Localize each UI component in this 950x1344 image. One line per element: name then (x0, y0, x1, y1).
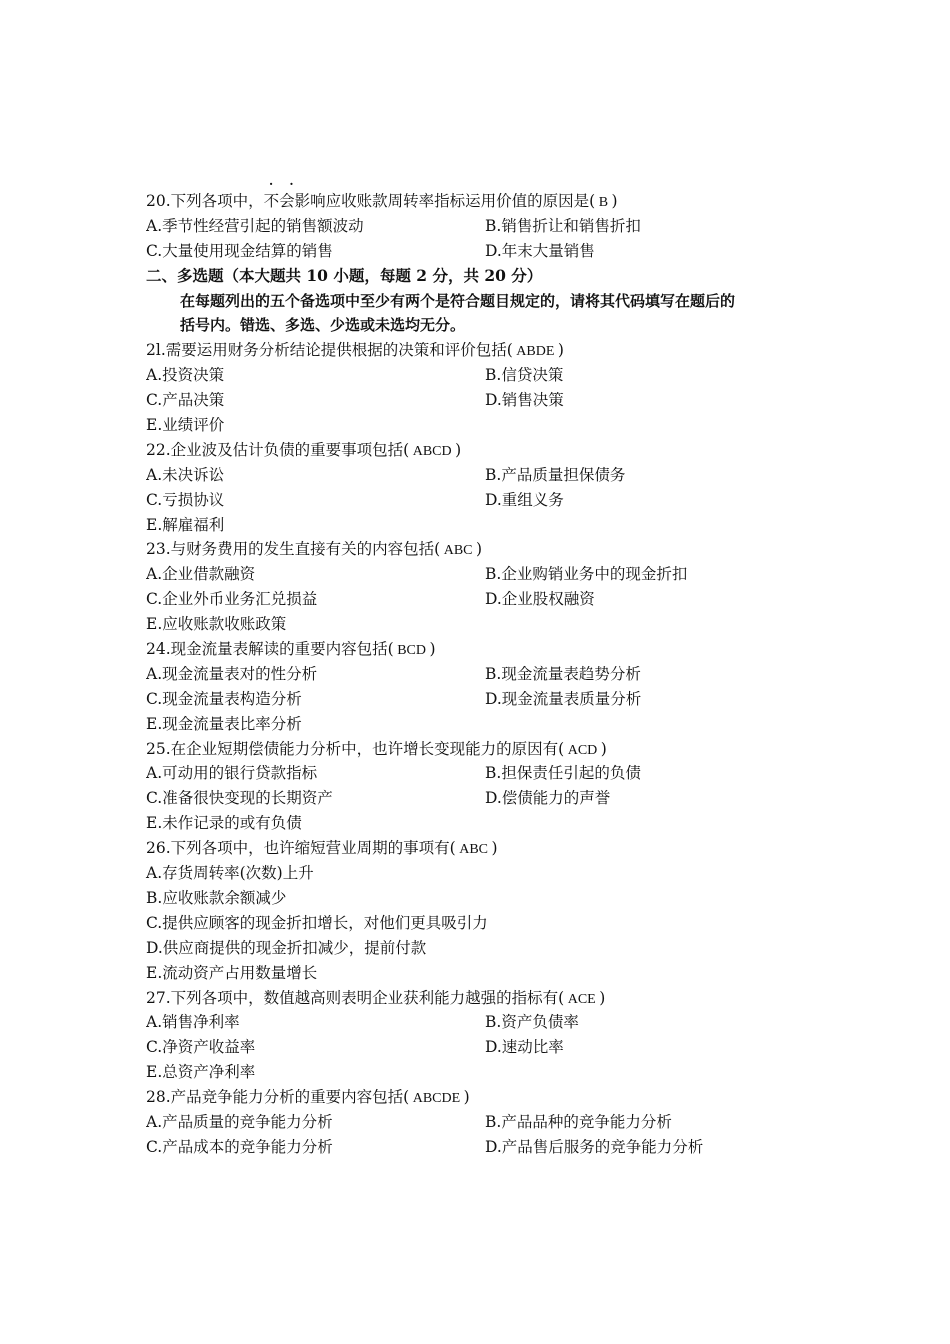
option-a: A.现金流量表对的性分析 (146, 664, 318, 683)
question-25-options-ab (146, 761, 826, 786)
answer-26: ABC (455, 842, 492, 858)
option-b: B.产品质量担保债务 (485, 465, 626, 484)
option-b: B.销售折让和销售折扣 (485, 216, 641, 235)
section-2-instruction-1: 在每题列出的五个备选项中至少有两个是符合题目规定的，请将其代码填写在题后的 (180, 291, 736, 310)
answer-25: ACD (564, 742, 601, 758)
option-a: A.可动用的银行贷款指标 (146, 764, 318, 783)
question-24-options-cd (146, 687, 826, 712)
option-c: C.产品成本的竞争能力分析 (146, 1137, 333, 1156)
option-a: A.产品质量的竞争能力分析 (146, 1112, 333, 1131)
option-e: E.未作记录的或有负债 (146, 814, 302, 833)
answer-23: ABC (440, 543, 476, 559)
question-27-options-ab (146, 1010, 826, 1035)
question-28-stem: 28.产品竞争能力分析的重要内容包括( ABCDE ) (146, 1088, 470, 1107)
option-a: A.存货周转率(次数)上升 (146, 864, 314, 883)
question-22-options-ab (146, 463, 826, 488)
answer-21: ABDE (512, 344, 558, 360)
option-d: D.企业股权融资 (485, 590, 595, 609)
option-b: B.应收账款余额减少 (146, 888, 287, 907)
option-b: B.信贷决策 (485, 366, 564, 385)
option-b: B.资产负债率 (485, 1013, 579, 1032)
option-e: E.业绩评价 (146, 416, 225, 435)
option-d: D.偿债能力的声誉 (485, 789, 611, 808)
question-24-stem: 24.现金流量表解读的重要内容包括( BCD ) (146, 640, 436, 659)
question-28-options-ab (146, 1110, 826, 1135)
question-24-options-ab (146, 662, 826, 687)
question-25-stem: 25.在企业短期偿债能力分析中，也许增长变现能力的原因有( ACD ) (146, 739, 607, 758)
option-d: D.速动比率 (485, 1038, 564, 1057)
question-22-stem: 22.企业波及估计负债的重要事项包括( ABCD ) (146, 440, 462, 459)
option-d: D.产品售后服务的竞争能力分析 (485, 1137, 704, 1156)
exam-page (146, 174, 826, 1160)
question-20-stem: 20.下列各项中，不会影响应收账款周转率指标运用价值的原因是( B ) (146, 192, 618, 210)
option-a: A.销售净利率 (146, 1013, 240, 1032)
option-c: C.提供应顾客的现金折扣增长，对他们更具吸引力 (146, 913, 488, 932)
answer-27: ACE (564, 991, 600, 1007)
option-c: C.产品决策 (146, 391, 225, 410)
question-21-stem: 2l.需要运用财务分析结论提供根据的决策和评价包括( ABDE ) (146, 341, 564, 360)
question-23-options-cd (146, 587, 826, 612)
option-c: C.现金流量表构造分析 (146, 689, 302, 708)
option-b: B.担保责任引起的负债 (485, 764, 641, 783)
option-b: B.产品品种的竞争能力分析 (485, 1112, 672, 1131)
option-a: A.季节性经营引起的销售额波动 (146, 216, 364, 235)
question-23-options-ab (146, 562, 826, 587)
question-26-stem: 26.下列各项中，也许缩短营业周期的事项有( ABC ) (146, 839, 498, 858)
option-d: D.年末大量销售 (485, 241, 595, 260)
option-d: D.现金流量表质量分析 (485, 689, 642, 708)
option-e: E.现金流量表比率分析 (146, 714, 302, 733)
option-c: C.企业外币业务汇兑损益 (146, 590, 318, 609)
option-b: B.现金流量表趋势分析 (485, 664, 641, 683)
section-2-instruction-2: 括号内。错选、多选、少选或未选均无分。 (180, 316, 466, 335)
answer-22: ABCD (409, 443, 456, 459)
option-a: A.投资决策 (146, 366, 225, 385)
question-22-options-cd (146, 488, 826, 513)
question-25-options-cd (146, 786, 826, 811)
option-d: D.销售决策 (485, 391, 564, 410)
section-2-heading: 二、多选题（本大题共 10 小题，每题 2 分，共 20 分） (146, 265, 543, 285)
answer-20: B (595, 195, 612, 210)
question-28-options-cd (146, 1135, 826, 1160)
option-a: A.企业借款融资 (146, 565, 256, 584)
option-c: C.大量使用现金结算的销售 (146, 241, 333, 260)
question-21-options-ab (146, 363, 826, 388)
option-e: E.解雇福利 (146, 515, 225, 534)
question-20-options-ab (146, 214, 826, 239)
option-c: C.亏损协议 (146, 490, 225, 509)
answer-24: BCD (393, 643, 430, 659)
option-e: E.总资产净利率 (146, 1063, 256, 1082)
option-e: E.流动资产占用数量增长 (146, 963, 318, 982)
option-c: C.准备很快变现的长期资产 (146, 789, 333, 808)
question-27-stem: 27.下列各项中，数值越高则表明企业获利能力越强的指标有( ACE ) (146, 988, 606, 1007)
option-c: C.净资产收益率 (146, 1038, 256, 1057)
option-d: D.重组义务 (485, 490, 564, 509)
option-e: E.应收账款收账政策 (146, 615, 287, 634)
option-d: D.供应商提供的现金折扣减少，提前付款 (146, 938, 427, 957)
option-b: B.企业购销业务中的现金折扣 (485, 565, 688, 584)
question-27-options-cd (146, 1035, 826, 1060)
option-a: A.未决诉讼 (146, 465, 225, 484)
question-23-stem: 23.与财务费用的发生直接有关的内容包括( ABC ) (146, 540, 483, 559)
question-20-options-cd (146, 239, 826, 264)
answer-28: ABCDE (409, 1091, 464, 1107)
emphasis-dots: . . (269, 174, 300, 188)
question-21-options-cd (146, 388, 826, 413)
